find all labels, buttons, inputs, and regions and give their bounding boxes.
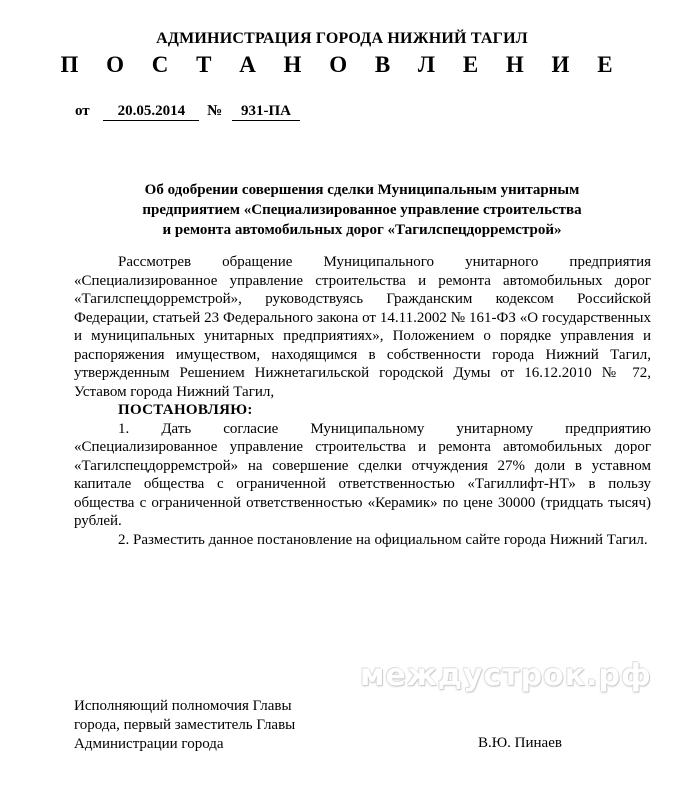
decree-item-1: 1. Дать согласие Муниципальному унитарному предприятию «Специализированное управление строительства и ремонта автомобильных дорог «Тагилспецдорремстрой» на совершение сделки отчуждения 27% доли в уставном капитале общества с ограниченной ответственностью «Тагиллифт-НТ» в пользу общества с ограниченной ответственностью «Керамик» по цене 30000 (тридцать тысяч) рублей. (74, 420, 651, 529)
signer-name: В.Ю. Пинаев (478, 735, 562, 751)
subject-line: предприятием «Специализированное управление строительства (142, 202, 582, 218)
decree-item-2: 2. Разместить данное постановление на официальном сайте города Нижний Тагил. (118, 531, 648, 548)
organization-heading: АДМИНИСТРАЦИЯ ГОРОДА НИЖНИЙ ТАГИЛ (156, 30, 528, 47)
subject-line: Об одобрении совершения сделки Муниципальным унитарным (144, 182, 580, 198)
decree-word: ПОСТАНОВЛЯЮ: (118, 402, 253, 418)
document-number: 931-ПА (232, 103, 300, 121)
watermark: междустрок.рф (360, 658, 652, 693)
signer-position-line: Администрации города (74, 736, 224, 752)
decree-heading (74, 401, 651, 420)
signer-position-line: Исполняющий полномочия Главы (74, 698, 292, 714)
document-subject (60, 180, 664, 240)
document-body (74, 253, 651, 549)
from-label: от (75, 103, 90, 119)
subject-line: и ремонта автомобильных дорог «Тагилспецдорремстрой» (162, 222, 562, 238)
signer-position-line: города, первый заместитель Главы (74, 717, 296, 733)
document-type-heading: П О С Т А Н О В Л Е Н И Е (60, 52, 624, 77)
document-date: 20.05.2014 (103, 103, 199, 121)
date-number-line (75, 103, 300, 121)
signer-position (74, 697, 295, 754)
number-sign: № (207, 103, 223, 119)
preamble-paragraph: Рассмотрев обращение Муниципального унитарного предприятия «Специализированное управление строительства и ремонта автомобильных дорог «Тагилспецдорремстрой», руководствуясь Гражданским кодексом Российской Федерации, статьей 23 Федерального закона от 14.11.2002 № 161-ФЗ «О государственных и муниципальных унитарных предприятиях», Положением о порядке управления и распоряжения имуществом, находящимся в собственности города Нижний Тагил, утвержденным Решением Нижнетагильской городской Думы от 16.12.2010 № 72, Уставом города Нижний Тагил, (74, 254, 651, 400)
